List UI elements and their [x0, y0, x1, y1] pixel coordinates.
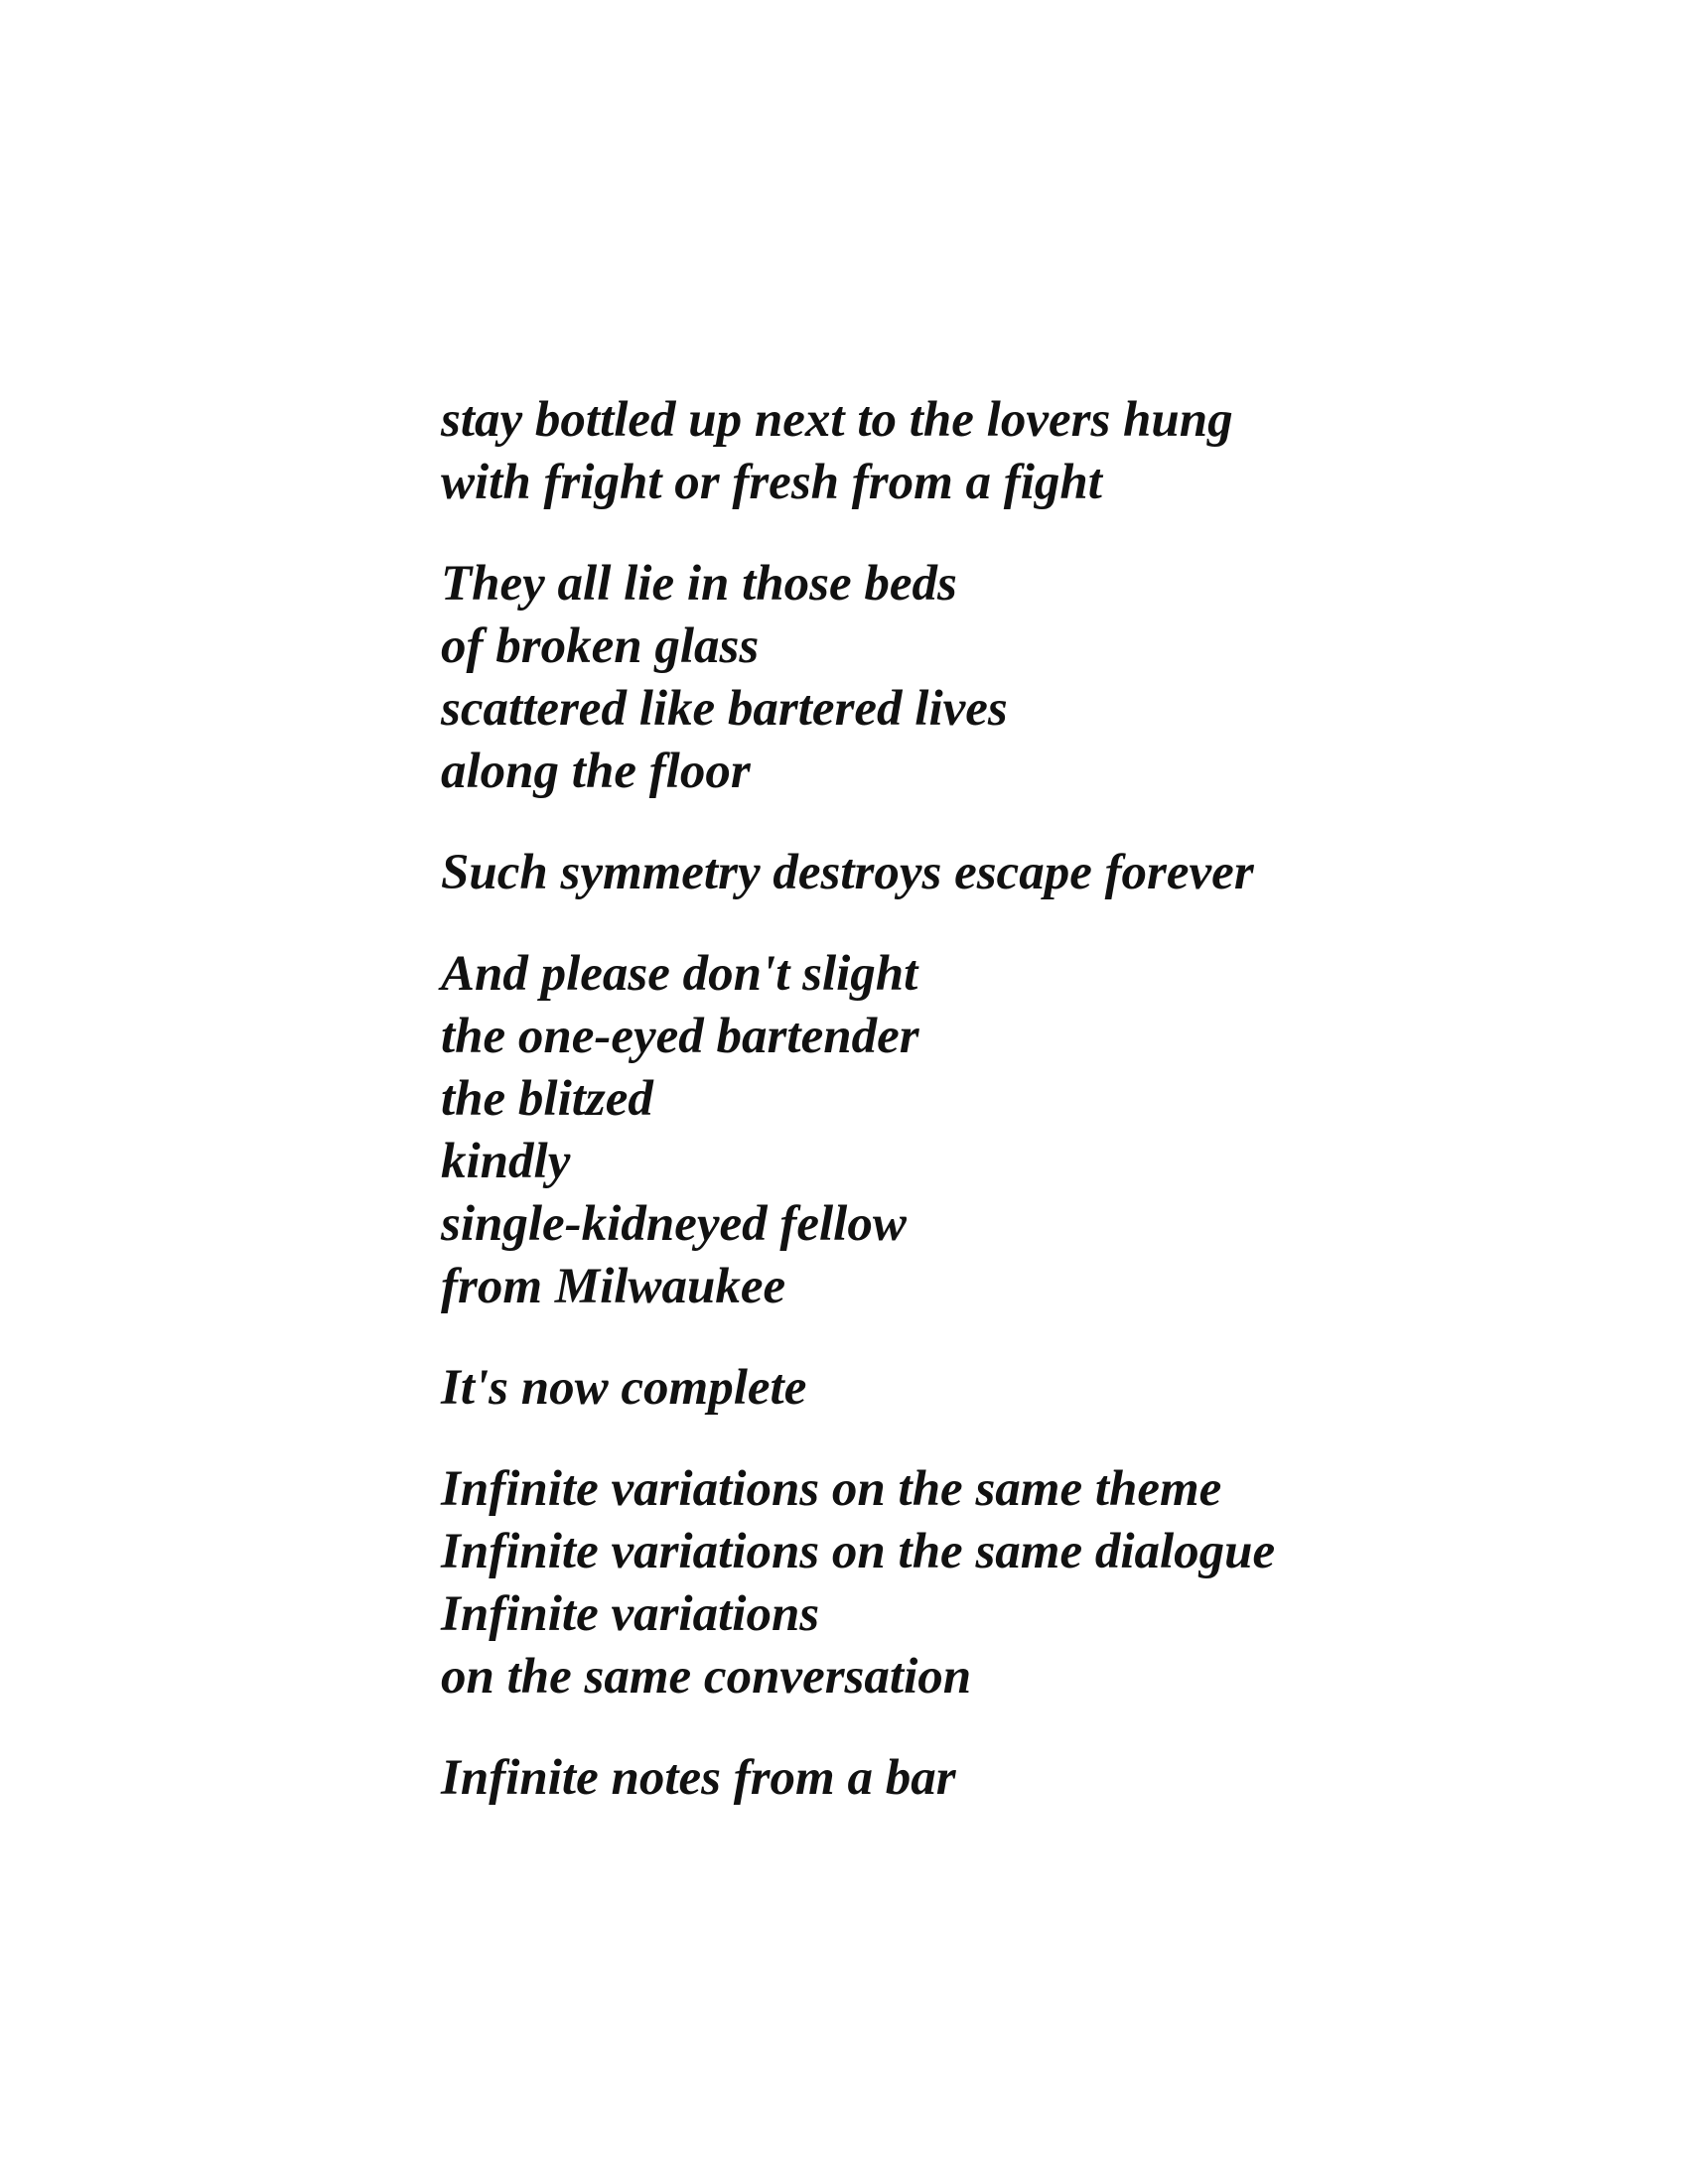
poem-line: Infinite variations on the same dialogue: [441, 1524, 1276, 1579]
poem-line: Infinite notes from a bar: [441, 1750, 956, 1806]
stanza-7: [441, 1747, 1613, 1810]
poem-line: Infinite variations: [441, 1586, 820, 1642]
stanza-6: [441, 1458, 1613, 1708]
stanza-4: [441, 943, 1613, 1318]
poem-body: [441, 389, 1613, 1848]
poem-line: kindly: [441, 1134, 571, 1189]
poem-line: the blitzed: [441, 1071, 653, 1127]
poem-line: from Milwaukee: [441, 1259, 786, 1314]
poem-line: It's now complete: [441, 1360, 807, 1416]
poem-line: on the same conversation: [441, 1649, 972, 1705]
stanza-3: [441, 842, 1613, 904]
poem-line: They all lie in those beds: [441, 556, 957, 612]
poem-line: scattered like bartered lives: [441, 681, 1008, 737]
poem-line: single-kidneyed fellow: [441, 1196, 907, 1252]
poem-line: with fright or fresh from a fight: [441, 455, 1102, 510]
poem-line: the one-eyed bartender: [441, 1009, 919, 1064]
poem-line: Such symmetry destroys escape forever: [441, 845, 1254, 900]
stanza-5: [441, 1357, 1613, 1420]
poem-line: stay bottled up next to the lovers hung: [441, 392, 1233, 448]
poem-line: And please don't slight: [441, 946, 918, 1002]
stanza-1: [441, 389, 1613, 514]
poem-line: of broken glass: [441, 618, 760, 674]
poem-line: Infinite variations on the same theme: [441, 1461, 1222, 1517]
stanza-2: [441, 553, 1613, 803]
poem-line: along the floor: [441, 744, 751, 799]
